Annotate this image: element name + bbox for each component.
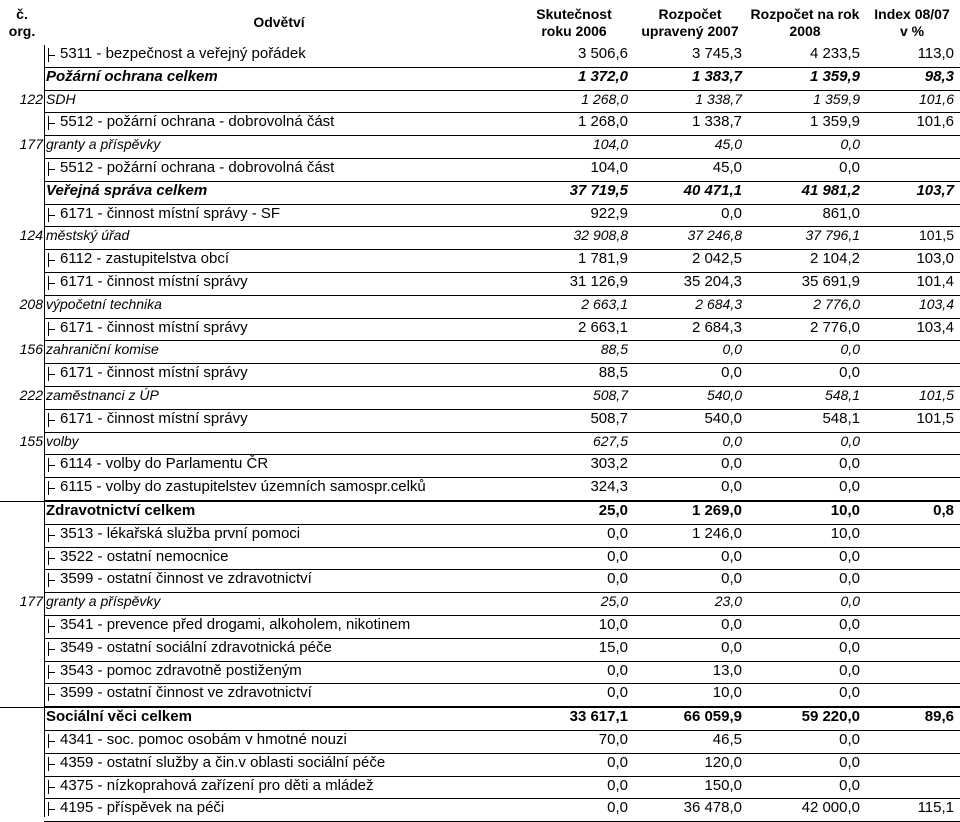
- section-total-row: [0, 68, 960, 91]
- outline-bracket-icon: [48, 276, 57, 290]
- org-group-row: [0, 387, 960, 410]
- value-rozpocet-2008: 0,0: [839, 570, 860, 588]
- budget-item-row: [0, 662, 960, 685]
- value-index: 101,6: [916, 113, 954, 131]
- org-group-row: [0, 91, 960, 114]
- outline-bracket-icon: [48, 734, 57, 748]
- row-label: [46, 45, 526, 62]
- header-org-line2: org.: [8, 23, 36, 39]
- value-rozpocet-2007: 540,0: [706, 386, 742, 403]
- org-number: 156: [19, 341, 43, 358]
- row-label-text: 4359 - ostatní služby a čin.v oblasti sociální péče: [60, 753, 386, 771]
- value-skutecnost-2006: 31 126,9: [569, 272, 628, 290]
- value-rozpocet-2007: 1 246,0: [691, 524, 742, 542]
- budget-item-row: [0, 799, 960, 822]
- value-rozpocet-2008: 548,1: [824, 386, 860, 403]
- value-skutecnost-2006: 324,3: [590, 478, 628, 496]
- value-index: 98,3: [924, 67, 954, 85]
- value-index: 101,5: [916, 409, 954, 427]
- value-rozpocet-2007: 45,0: [712, 158, 742, 176]
- value-skutecnost-2006: 0,0: [607, 753, 628, 771]
- value-rozpocet-2007: 0,0: [721, 364, 742, 382]
- row-label: [46, 410, 526, 427]
- value-rozpocet-2008: 0,0: [839, 730, 860, 748]
- value-rozpocet-2008: 1 359,9: [813, 90, 860, 107]
- outline-bracket-icon: [48, 528, 57, 542]
- budget-item-row: [0, 319, 960, 342]
- row-label-text: 3541 - prevence před drogami, alkoholem, nikotinem: [60, 615, 411, 633]
- outline-bracket-icon: [48, 802, 57, 816]
- budget-item-row: [0, 455, 960, 478]
- row-label: [46, 205, 526, 222]
- budget-item-row: [0, 478, 960, 501]
- value-skutecnost-2006: 88,5: [600, 341, 628, 358]
- value-skutecnost-2006: 32 908,8: [573, 227, 628, 244]
- value-rozpocet-2007: 0,0: [721, 455, 742, 473]
- org-number: 124: [19, 227, 43, 244]
- value-rozpocet-2008: 59 220,0: [801, 708, 860, 726]
- outline-bracket-icon: [48, 162, 57, 176]
- value-rozpocet-2008: 1 359,9: [809, 113, 860, 131]
- value-skutecnost-2006: 0,0: [607, 661, 628, 679]
- header-d-line1: Index 08/07: [874, 6, 950, 22]
- value-skutecnost-2006: 0,0: [607, 776, 628, 794]
- value-skutecnost-2006: 1 781,9: [577, 250, 628, 268]
- budget-item-row: [0, 410, 960, 433]
- budget-item-row: [0, 570, 960, 593]
- outline-bracket-icon: [48, 208, 57, 222]
- value-rozpocet-2007: 36 478,0: [683, 799, 742, 817]
- row-label-text: 6112 - zastupitelstva obcí: [60, 250, 229, 268]
- budget-item-row: [0, 548, 960, 571]
- budget-item-row: [0, 159, 960, 182]
- row-label: [46, 433, 512, 449]
- row-label: [46, 387, 512, 403]
- org-number: 155: [19, 432, 43, 449]
- row-label: [46, 364, 526, 381]
- value-rozpocet-2007: 0,0: [721, 638, 742, 656]
- row-label: [46, 341, 512, 357]
- outline-bracket-icon: [48, 573, 57, 587]
- row-label-text: zaměstnanci z ÚP: [46, 386, 159, 403]
- value-skutecnost-2006: 303,2: [590, 455, 628, 473]
- header-b-line2: upravený 2007: [641, 23, 739, 39]
- value-rozpocet-2008: 2 776,0: [809, 318, 860, 336]
- org-number: 222: [19, 386, 43, 403]
- value-rozpocet-2007: 120,0: [704, 753, 742, 771]
- value-rozpocet-2008: 37 796,1: [805, 227, 860, 244]
- budget-item-row: [0, 250, 960, 273]
- header-skutecnost: [514, 6, 634, 40]
- value-rozpocet-2007: 13,0: [712, 661, 742, 679]
- row-label-text: 5311 - bezpečnost a veřejný pořádek: [60, 45, 306, 62]
- row-label-text: městský úřad: [46, 227, 130, 244]
- value-rozpocet-2007: 2 042,5: [691, 250, 742, 268]
- row-label: [46, 639, 526, 656]
- value-rozpocet-2008: 10,0: [830, 524, 860, 542]
- row-label: [46, 296, 512, 312]
- row-label: [46, 273, 526, 290]
- row-label: [46, 159, 526, 176]
- value-rozpocet-2007: 46,5: [712, 730, 742, 748]
- row-label: [46, 182, 512, 199]
- row-label-text: SDH: [46, 90, 76, 107]
- value-rozpocet-2008: 0,0: [839, 478, 860, 496]
- value-skutecnost-2006: 3 506,6: [577, 45, 628, 62]
- value-rozpocet-2007: 2 684,3: [695, 295, 742, 312]
- value-rozpocet-2008: 10,0: [830, 501, 860, 519]
- value-index: 0,8: [933, 501, 954, 519]
- value-index: 113,0: [917, 45, 954, 62]
- value-skutecnost-2006: 627,5: [592, 432, 628, 449]
- value-rozpocet-2007: 1 269,0: [691, 501, 742, 519]
- value-skutecnost-2006: 104,0: [592, 136, 628, 153]
- value-rozpocet-2007: 540,0: [704, 409, 742, 427]
- value-skutecnost-2006: 0,0: [607, 547, 628, 565]
- value-rozpocet-2007: 23,0: [714, 593, 742, 610]
- value-index: 101,5: [918, 386, 954, 403]
- value-skutecnost-2006: 922,9: [590, 204, 628, 222]
- value-rozpocet-2007: 0,0: [721, 570, 742, 588]
- org-group-row: [0, 136, 960, 159]
- value-rozpocet-2008: 0,0: [839, 615, 860, 633]
- outline-bracket-icon: [48, 619, 57, 633]
- value-skutecnost-2006: 15,0: [598, 638, 628, 656]
- outline-bracket-icon: [48, 642, 57, 656]
- row-label-text: 6171 - činnost místní správy: [60, 318, 248, 336]
- row-label: [46, 799, 526, 816]
- row-label: [46, 91, 512, 107]
- row-label: [46, 525, 526, 542]
- value-rozpocet-2008: 0,0: [839, 364, 860, 382]
- value-skutecnost-2006: 0,0: [607, 570, 628, 588]
- value-rozpocet-2007: 40 471,1: [683, 181, 742, 199]
- value-rozpocet-2008: 548,1: [822, 409, 860, 427]
- value-skutecnost-2006: 1 268,0: [577, 113, 628, 131]
- value-skutecnost-2006: 508,7: [590, 409, 628, 427]
- value-skutecnost-2006: 1 268,0: [581, 90, 628, 107]
- budget-item-row: [0, 113, 960, 136]
- budget-item-row: [0, 525, 960, 548]
- value-rozpocet-2008: 0,0: [840, 341, 860, 358]
- outline-bracket-icon: [48, 322, 57, 336]
- row-label: [46, 455, 526, 472]
- value-rozpocet-2008: 0,0: [839, 158, 860, 176]
- outline-bracket-icon: [48, 253, 57, 267]
- value-index: 101,6: [918, 90, 954, 107]
- row-label-text: granty a příspěvky: [46, 136, 161, 153]
- section-total-row: [0, 707, 960, 731]
- value-index: 89,6: [924, 708, 954, 726]
- budget-item-row: [0, 364, 960, 387]
- value-rozpocet-2008: 0,0: [839, 776, 860, 794]
- value-rozpocet-2007: 0,0: [721, 615, 742, 633]
- outline-bracket-icon: [48, 458, 57, 472]
- outline-bracket-icon: [48, 757, 57, 771]
- value-skutecnost-2006: 508,7: [592, 386, 628, 403]
- row-label: [46, 548, 526, 565]
- row-label-text: 4195 - příspěvek na péči: [60, 799, 225, 817]
- value-rozpocet-2008: 1 359,9: [809, 67, 860, 85]
- value-rozpocet-2007: 0,0: [721, 478, 742, 496]
- org-group-row: [0, 433, 960, 456]
- value-rozpocet-2008: 42 000,0: [801, 799, 860, 817]
- value-rozpocet-2008: 0,0: [839, 547, 860, 565]
- value-rozpocet-2007: 150,0: [704, 776, 742, 794]
- row-label: [46, 593, 512, 609]
- row-label-text: 6171 - činnost místní správy - SF: [60, 204, 281, 222]
- row-label: [46, 502, 512, 519]
- value-skutecnost-2006: 88,5: [598, 364, 628, 382]
- budget-item-row: [0, 731, 960, 754]
- budget-item-row: [0, 273, 960, 296]
- row-label-text: Veřejná správa celkem: [46, 181, 208, 199]
- outline-bracket-icon: [48, 687, 57, 701]
- row-label: [46, 227, 512, 243]
- table-body: [0, 45, 960, 822]
- header-rozpocet: [634, 6, 746, 40]
- header-a-line1: Skutečnost: [536, 6, 612, 22]
- budget-item-row: [0, 616, 960, 639]
- org-group-row: [0, 593, 960, 616]
- value-rozpocet-2008: 35 691,9: [801, 272, 860, 290]
- row-label-text: 3599 - ostatní činnost ve zdravotnictví: [60, 570, 312, 588]
- budget-item-row: [0, 777, 960, 800]
- row-label-text: 3522 - ostatní nemocnice: [60, 547, 229, 565]
- org-number: 177: [19, 136, 43, 153]
- value-rozpocet-2008: 861,0: [822, 204, 860, 222]
- row-label: [46, 478, 526, 495]
- row-label: [46, 754, 526, 771]
- value-rozpocet-2008: 0,0: [839, 638, 860, 656]
- row-label-text: 4341 - soc. pomoc osobám v hmotné nouzi: [60, 730, 347, 748]
- row-label: [46, 136, 512, 152]
- row-label-text: 5512 - požární ochrana - dobrovolná část: [60, 158, 335, 176]
- value-rozpocet-2008: 0,0: [840, 593, 860, 610]
- outline-bracket-icon: [48, 116, 57, 130]
- value-index: 101,5: [918, 227, 954, 244]
- header-odvetvi: Odvětví: [253, 14, 305, 30]
- row-label-text: 3543 - pomoc zdravotně postiženým: [60, 661, 302, 679]
- row-label-text: 6171 - činnost místní správy: [60, 409, 248, 427]
- outline-bracket-icon: [48, 665, 57, 679]
- value-skutecnost-2006: 2 663,1: [577, 318, 628, 336]
- outline-bracket-icon: [48, 413, 57, 427]
- value-skutecnost-2006: 2 663,1: [581, 295, 628, 312]
- row-label-text: Sociální věci celkem: [46, 708, 192, 726]
- header-c-line2: 2008: [789, 23, 821, 39]
- row-label-text: granty a příspěvky: [46, 593, 161, 610]
- outline-bracket-icon: [48, 481, 57, 495]
- row-label: [46, 777, 526, 794]
- value-rozpocet-2007: 2 684,3: [691, 318, 742, 336]
- header-index: [864, 6, 960, 40]
- value-rozpocet-2008: 0,0: [840, 136, 860, 153]
- row-label: [46, 662, 526, 679]
- org-number: 122: [19, 90, 43, 107]
- value-skutecnost-2006: 1 372,0: [577, 67, 628, 85]
- row-label-text: 6171 - činnost místní správy: [60, 272, 248, 290]
- budget-item-row: [0, 754, 960, 777]
- value-rozpocet-2007: 10,0: [712, 684, 742, 702]
- row-label: [46, 731, 526, 748]
- value-rozpocet-2007: 35 204,3: [683, 272, 742, 290]
- row-label: [46, 113, 526, 130]
- value-index: 103,4: [916, 318, 954, 336]
- header-a-line2: roku 2006: [541, 23, 607, 39]
- value-rozpocet-2007: 37 246,8: [687, 227, 742, 244]
- budget-item-row: [0, 684, 960, 707]
- value-skutecnost-2006: 33 617,1: [569, 708, 628, 726]
- row-label-text: volby: [46, 432, 79, 449]
- org-group-row: [0, 341, 960, 364]
- value-skutecnost-2006: 0,0: [607, 799, 628, 817]
- value-rozpocet-2008: 41 981,2: [801, 181, 860, 199]
- budget-item-row: [0, 45, 960, 68]
- value-rozpocet-2007: 1 338,7: [695, 90, 742, 107]
- org-group-row: [0, 296, 960, 319]
- value-rozpocet-2007: 3 745,3: [691, 45, 742, 62]
- value-rozpocet-2008: 0,0: [840, 432, 860, 449]
- value-rozpocet-2008: 4 233,5: [809, 45, 860, 62]
- value-skutecnost-2006: 104,0: [590, 158, 628, 176]
- value-index: 103,0: [916, 250, 954, 268]
- value-rozpocet-2007: 0,0: [721, 204, 742, 222]
- row-label-text: Požární ochrana celkem: [46, 67, 218, 85]
- value-index: 101,4: [916, 272, 954, 290]
- value-rozpocet-2007: 0,0: [722, 432, 742, 449]
- row-label: [46, 319, 526, 336]
- value-skutecnost-2006: 0,0: [607, 524, 628, 542]
- value-rozpocet-2008: 2 104,2: [809, 250, 860, 268]
- value-rozpocet-2007: 45,0: [714, 136, 742, 153]
- value-index: 103,7: [916, 181, 954, 199]
- value-skutecnost-2006: 70,0: [598, 730, 628, 748]
- row-label-text: 3599 - ostatní činnost ve zdravotnictví: [60, 684, 312, 702]
- row-label-text: 6115 - volby do zastupitelstev územních samospr.celků: [60, 478, 426, 496]
- value-rozpocet-2007: 1 383,7: [691, 67, 742, 85]
- row-label-text: Zdravotnictví celkem: [46, 501, 196, 519]
- outline-bracket-icon: [48, 780, 57, 794]
- outline-bracket-icon: [48, 48, 57, 62]
- value-rozpocet-2007: 1 338,7: [691, 113, 742, 131]
- row-label-text: 3513 - lékařská služba první pomoci: [60, 524, 301, 542]
- header-c-line1: Rozpočet na rok: [750, 6, 860, 22]
- table-header: [0, 0, 960, 44]
- header-org: [0, 6, 44, 40]
- value-rozpocet-2008: 0,0: [839, 661, 860, 679]
- header-rozpocet-2008: [746, 6, 864, 40]
- value-index: 115,1: [917, 799, 954, 817]
- value-rozpocet-2007: 0,0: [722, 341, 742, 358]
- row-label-text: zahraniční komise: [46, 341, 159, 358]
- value-index: 103,4: [918, 295, 954, 312]
- row-label-text: 6114 - volby do Parlamentu ČR: [60, 455, 269, 473]
- org-number: 208: [19, 295, 43, 312]
- outline-bracket-icon: [48, 367, 57, 381]
- row-label: [46, 250, 526, 267]
- value-rozpocet-2008: 2 776,0: [813, 295, 860, 312]
- row-label: [46, 570, 526, 587]
- row-label-text: 6171 - činnost místní správy: [60, 364, 248, 382]
- row-label-text: 3549 - ostatní sociální zdravotnická péče: [60, 638, 332, 656]
- value-rozpocet-2008: 0,0: [839, 455, 860, 473]
- value-skutecnost-2006: 25,0: [598, 501, 628, 519]
- value-rozpocet-2007: 66 059,9: [683, 708, 742, 726]
- header-d-line2: v %: [899, 23, 925, 39]
- value-skutecnost-2006: 37 719,5: [569, 181, 628, 199]
- row-label: [46, 68, 512, 85]
- row-label: [46, 684, 526, 701]
- row-label: [46, 616, 526, 633]
- row-label-text: 5512 - požární ochrana - dobrovolná část: [60, 113, 335, 131]
- value-rozpocet-2008: 0,0: [839, 753, 860, 771]
- org-group-row: [0, 227, 960, 250]
- value-rozpocet-2007: 0,0: [721, 547, 742, 565]
- outline-bracket-icon: [48, 551, 57, 565]
- value-skutecnost-2006: 10,0: [598, 615, 628, 633]
- row-label-text: výpočetní technika: [46, 295, 162, 312]
- section-total-row: [0, 501, 960, 525]
- section-total-row: [0, 182, 960, 205]
- header-b-line1: Rozpočet: [658, 6, 722, 22]
- row-label-text: 4375 - nízkoprahová zařízení pro děti a mládež: [60, 776, 374, 794]
- header-org-line1: č.: [16, 6, 28, 22]
- budget-item-row: [0, 639, 960, 662]
- value-skutecnost-2006: 0,0: [607, 684, 628, 702]
- value-skutecnost-2006: 25,0: [600, 593, 628, 610]
- row-label: [46, 708, 512, 725]
- value-rozpocet-2008: 0,0: [839, 684, 860, 702]
- org-number: 177: [19, 593, 43, 610]
- budget-item-row: [0, 205, 960, 228]
